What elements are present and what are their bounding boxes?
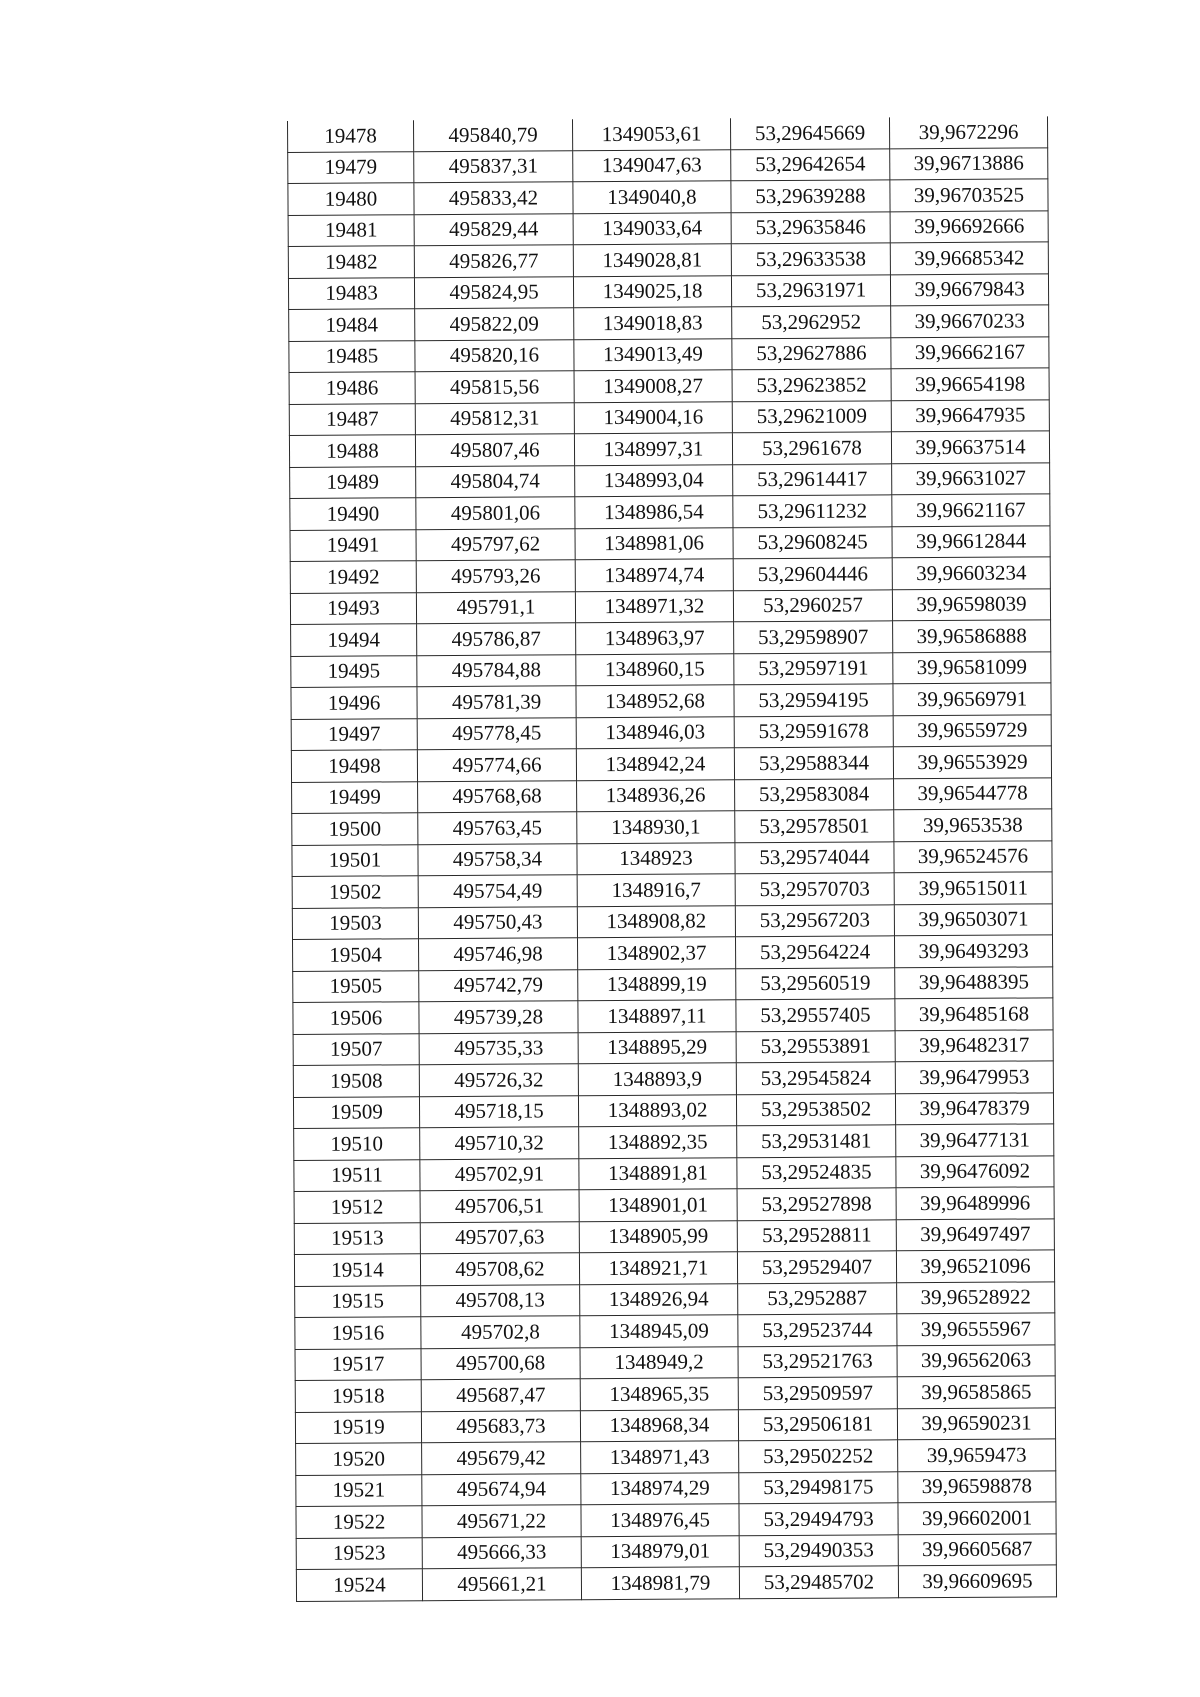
longitude-cell: 39,96621167: [892, 494, 1050, 526]
point-number-cell: 19481: [288, 214, 414, 246]
table-row: [291, 683, 1051, 719]
latitude-cell: 53,2952887: [738, 1282, 897, 1314]
latitude-cell: 53,2960257: [733, 589, 892, 621]
latitude-cell: 53,29529407: [737, 1251, 896, 1283]
point-number-cell: 19491: [290, 529, 416, 561]
point-number-cell: 19489: [290, 466, 416, 498]
latitude-cell: 53,29578501: [735, 810, 894, 842]
y-coordinate-cell: 1348971,43: [581, 1441, 739, 1473]
x-coordinate-cell: 495822,09: [415, 308, 574, 340]
y-coordinate-cell: 1349013,49: [574, 338, 732, 370]
x-coordinate-cell: 495700,68: [421, 1347, 580, 1379]
latitude-cell: 53,29621009: [732, 400, 891, 432]
longitude-cell: 39,96524576: [894, 840, 1052, 872]
y-coordinate-cell: 1348921,71: [579, 1252, 737, 1284]
x-coordinate-cell: 495739,28: [419, 1001, 578, 1033]
y-coordinate-cell: 1348960,15: [576, 653, 734, 685]
y-coordinate-cell: 1348892,35: [579, 1126, 737, 1158]
longitude-cell: 39,96679843: [890, 273, 1048, 305]
longitude-cell: 39,96479953: [895, 1061, 1053, 1093]
y-coordinate-cell: 1349047,63: [573, 149, 731, 181]
y-coordinate-cell: 1348942,24: [576, 748, 734, 780]
table-row: [292, 935, 1052, 971]
longitude-cell: 39,96637514: [891, 431, 1049, 463]
longitude-cell: 39,96586888: [893, 620, 1051, 652]
longitude-cell: 39,96605687: [898, 1533, 1056, 1565]
x-coordinate-cell: 495826,77: [414, 245, 573, 277]
x-coordinate-cell: 495793,26: [416, 560, 575, 592]
y-coordinate-cell: 1348965,35: [580, 1378, 738, 1410]
table-row: [289, 399, 1049, 435]
x-coordinate-cell: 495702,91: [420, 1158, 579, 1190]
point-number-cell: 19479: [288, 151, 414, 183]
table-row: [291, 620, 1051, 656]
x-coordinate-cell: 495768,68: [418, 780, 577, 812]
x-coordinate-cell: 495742,79: [419, 969, 578, 1001]
table-row: [296, 1470, 1056, 1506]
y-coordinate-cell: 1348893,02: [578, 1094, 736, 1126]
latitude-cell: 53,29627886: [732, 337, 891, 369]
table-row: [291, 714, 1051, 750]
latitude-cell: 53,29583084: [735, 778, 894, 810]
point-number-cell: 19508: [293, 1065, 419, 1097]
table-row: [292, 840, 1052, 876]
table-row: [290, 462, 1050, 498]
latitude-cell: 53,29639288: [731, 180, 890, 212]
point-number-cell: 19501: [292, 844, 418, 876]
table-row: [289, 431, 1049, 467]
point-number-cell: 19488: [289, 435, 415, 467]
point-number-cell: 19520: [296, 1443, 422, 1475]
longitude-cell: 39,96521096: [896, 1250, 1054, 1282]
table-row: [288, 116, 1048, 152]
latitude-cell: 53,29498175: [739, 1471, 898, 1503]
latitude-cell: 53,29509597: [738, 1377, 897, 1409]
table-row: [293, 966, 1053, 1002]
table-row: [295, 1281, 1055, 1317]
x-coordinate-cell: 495666,33: [422, 1536, 581, 1568]
table-row: [292, 809, 1052, 845]
latitude-cell: 53,29524835: [737, 1156, 896, 1188]
point-number-cell: 19497: [291, 718, 417, 750]
latitude-cell: 53,29502252: [739, 1440, 898, 1472]
y-coordinate-cell: 1348936,26: [577, 779, 735, 811]
table-row: [296, 1439, 1056, 1475]
point-number-cell: 19516: [295, 1317, 421, 1349]
table-row: [295, 1376, 1055, 1412]
x-coordinate-cell: 495801,06: [416, 497, 575, 529]
table-row: [290, 588, 1050, 624]
point-number-cell: 19483: [288, 277, 414, 309]
x-coordinate-cell: 495829,44: [414, 213, 573, 245]
y-coordinate-cell: 1348905,99: [579, 1220, 737, 1252]
point-number-cell: 19485: [289, 340, 415, 372]
table-row: [288, 179, 1048, 215]
y-coordinate-cell: 1349008,27: [574, 370, 732, 402]
y-coordinate-cell: 1348993,04: [575, 464, 733, 496]
longitude-cell: 39,96553929: [893, 746, 1051, 778]
x-coordinate-cell: 495683,73: [421, 1410, 580, 1442]
longitude-cell: 39,96647935: [891, 399, 1049, 431]
latitude-cell: 53,29506181: [738, 1408, 897, 1440]
point-number-cell: 19507: [293, 1033, 419, 1065]
point-number-cell: 19493: [290, 592, 416, 624]
table-row: [294, 1250, 1054, 1286]
latitude-cell: 53,29598907: [734, 621, 893, 653]
x-coordinate-cell: 495707,63: [420, 1221, 579, 1253]
latitude-cell: 53,29623852: [732, 369, 891, 401]
longitude-cell: 39,96662167: [891, 336, 1049, 368]
y-coordinate-cell: 1348981,79: [581, 1567, 739, 1599]
table-row: [289, 305, 1049, 341]
x-coordinate-cell: 495735,33: [419, 1032, 578, 1064]
y-coordinate-cell: 1349033,64: [573, 212, 731, 244]
latitude-cell: 53,29645669: [730, 117, 889, 149]
y-coordinate-cell: 1348902,37: [577, 937, 735, 969]
longitude-cell: 39,96555967: [897, 1313, 1055, 1345]
x-coordinate-cell: 495781,39: [417, 686, 576, 718]
table-row: [292, 777, 1052, 813]
longitude-cell: 39,96485168: [895, 998, 1053, 1030]
latitude-cell: 53,29531481: [737, 1125, 896, 1157]
latitude-cell: 53,2962952: [732, 306, 891, 338]
y-coordinate-cell: 1348979,01: [581, 1535, 739, 1567]
longitude-cell: 39,96598039: [892, 588, 1050, 620]
x-coordinate-cell: 495804,74: [416, 465, 575, 497]
y-coordinate-cell: 1349025,18: [573, 275, 731, 307]
y-coordinate-cell: 1348949,2: [580, 1346, 738, 1378]
point-number-cell: 19510: [294, 1128, 420, 1160]
longitude-cell: 39,9653538: [894, 809, 1052, 841]
table-row: [296, 1565, 1056, 1601]
latitude-cell: 53,29611232: [733, 495, 892, 527]
table-row: [294, 1187, 1054, 1223]
longitude-cell: 39,96590231: [897, 1407, 1055, 1439]
x-coordinate-cell: 495671,22: [422, 1505, 581, 1537]
y-coordinate-cell: 1348893,9: [578, 1063, 736, 1095]
y-coordinate-cell: 1348899,19: [578, 968, 736, 1000]
y-coordinate-cell: 1348916,7: [577, 874, 735, 906]
longitude-cell: 39,96569791: [893, 683, 1051, 715]
y-coordinate-cell: 1348981,06: [575, 527, 733, 559]
point-number-cell: 19495: [291, 655, 417, 687]
table-row: [293, 1061, 1053, 1097]
table-row: [296, 1502, 1056, 1538]
x-coordinate-cell: 495807,46: [415, 434, 574, 466]
y-coordinate-cell: 1348952,68: [576, 685, 734, 717]
x-coordinate-cell: 495763,45: [418, 812, 577, 844]
point-number-cell: 19478: [288, 120, 414, 152]
table-row: [293, 998, 1053, 1034]
point-number-cell: 19494: [291, 624, 417, 656]
latitude-cell: 53,29574044: [735, 841, 894, 873]
latitude-cell: 53,29557405: [736, 999, 895, 1031]
latitude-cell: 53,2961678: [732, 432, 891, 464]
y-coordinate-cell: 1349053,61: [572, 118, 730, 150]
latitude-cell: 53,29597191: [734, 652, 893, 684]
latitude-cell: 53,29494793: [739, 1503, 898, 1535]
longitude-cell: 39,96581099: [893, 651, 1051, 683]
x-coordinate-cell: 495837,31: [414, 150, 573, 182]
latitude-cell: 53,29608245: [733, 526, 892, 558]
table-row: [294, 1218, 1054, 1254]
longitude-cell: 39,96692666: [890, 210, 1048, 242]
y-coordinate-cell: 1348963,97: [576, 622, 734, 654]
point-number-cell: 19519: [295, 1411, 421, 1443]
table-row: [294, 1155, 1054, 1191]
latitude-cell: 53,29631971: [731, 274, 890, 306]
y-coordinate-cell: 1348923: [577, 842, 735, 874]
x-coordinate-cell: 495674,94: [422, 1473, 581, 1505]
table-row: [292, 903, 1052, 939]
y-coordinate-cell: 1348930,1: [577, 811, 735, 843]
x-coordinate-cell: 495824,95: [414, 276, 573, 308]
table-row: [290, 494, 1050, 530]
x-coordinate-cell: 495774,66: [417, 749, 576, 781]
point-number-cell: 19502: [292, 876, 418, 908]
latitude-cell: 53,29604446: [733, 558, 892, 590]
latitude-cell: 53,29564224: [735, 936, 894, 968]
table-row: [288, 147, 1048, 183]
longitude-cell: 39,96562063: [897, 1344, 1055, 1376]
x-coordinate-cell: 495791,1: [416, 591, 575, 623]
table-row: [293, 1092, 1053, 1128]
y-coordinate-cell: 1348926,94: [580, 1283, 738, 1315]
latitude-cell: 53,29635846: [731, 211, 890, 243]
table-row: [288, 242, 1048, 278]
latitude-cell: 53,29545824: [736, 1062, 895, 1094]
longitude-cell: 39,96477131: [896, 1124, 1054, 1156]
point-number-cell: 19517: [295, 1348, 421, 1380]
x-coordinate-cell: 495778,45: [417, 717, 576, 749]
longitude-cell: 39,96544778: [894, 777, 1052, 809]
longitude-cell: 39,96488395: [895, 966, 1053, 998]
point-number-cell: 19504: [292, 939, 418, 971]
point-number-cell: 19496: [291, 687, 417, 719]
x-coordinate-cell: 495786,87: [417, 623, 576, 655]
y-coordinate-cell: 1348986,54: [575, 496, 733, 528]
table-row: [290, 525, 1050, 561]
point-number-cell: 19512: [294, 1191, 420, 1223]
longitude-cell: 39,96528922: [897, 1281, 1055, 1313]
longitude-cell: 39,96598878: [898, 1470, 1056, 1502]
longitude-cell: 39,96602001: [898, 1502, 1056, 1534]
point-number-cell: 19498: [291, 750, 417, 782]
point-number-cell: 19513: [294, 1222, 420, 1254]
y-coordinate-cell: 1348901,01: [579, 1189, 737, 1221]
point-number-cell: 19499: [292, 781, 418, 813]
point-number-cell: 19505: [293, 970, 419, 1002]
latitude-cell: 53,29523744: [738, 1314, 897, 1346]
point-number-cell: 19514: [294, 1254, 420, 1286]
latitude-cell: 53,29538502: [736, 1093, 895, 1125]
longitude-cell: 39,9672296: [889, 116, 1047, 148]
y-coordinate-cell: 1349004,16: [574, 401, 732, 433]
x-coordinate-cell: 495710,32: [420, 1127, 579, 1159]
table-row: [291, 651, 1051, 687]
point-number-cell: 19486: [289, 372, 415, 404]
longitude-cell: 39,96482317: [895, 1029, 1053, 1061]
longitude-cell: 39,96503071: [894, 903, 1052, 935]
coordinates-table: [287, 116, 1057, 1601]
longitude-cell: 39,96609695: [898, 1565, 1056, 1597]
latitude-cell: 53,29553891: [736, 1030, 895, 1062]
x-coordinate-cell: 495706,51: [420, 1190, 579, 1222]
longitude-cell: 39,96493293: [894, 935, 1052, 967]
point-number-cell: 19487: [289, 403, 415, 435]
latitude-cell: 53,29527898: [737, 1188, 896, 1220]
latitude-cell: 53,29591678: [734, 715, 893, 747]
latitude-cell: 53,29521763: [738, 1345, 897, 1377]
latitude-cell: 53,29485702: [739, 1566, 898, 1598]
point-number-cell: 19511: [294, 1159, 420, 1191]
latitude-cell: 53,29594195: [734, 684, 893, 716]
longitude-cell: 39,96612844: [892, 525, 1050, 557]
x-coordinate-cell: 495840,79: [413, 119, 572, 151]
x-coordinate-cell: 495750,43: [418, 906, 577, 938]
x-coordinate-cell: 495702,8: [421, 1316, 580, 1348]
x-coordinate-cell: 495812,31: [415, 402, 574, 434]
y-coordinate-cell: 1348971,32: [575, 590, 733, 622]
latitude-cell: 53,29567203: [735, 904, 894, 936]
longitude-cell: 39,96670233: [891, 305, 1049, 337]
y-coordinate-cell: 1349028,81: [573, 244, 731, 276]
y-coordinate-cell: 1349040,8: [573, 181, 731, 213]
point-number-cell: 19490: [290, 498, 416, 530]
longitude-cell: 39,96476092: [896, 1155, 1054, 1187]
latitude-cell: 53,29490353: [739, 1534, 898, 1566]
point-number-cell: 19518: [295, 1380, 421, 1412]
longitude-cell: 39,96489996: [896, 1187, 1054, 1219]
longitude-cell: 39,96631027: [892, 462, 1050, 494]
table-row: [295, 1344, 1055, 1380]
longitude-cell: 39,96585865: [897, 1376, 1055, 1408]
table-row: [292, 872, 1052, 908]
latitude-cell: 53,29633538: [731, 243, 890, 275]
longitude-cell: 39,96713886: [890, 147, 1048, 179]
latitude-cell: 53,29570703: [735, 873, 894, 905]
y-coordinate-cell: 1348997,31: [574, 433, 732, 465]
x-coordinate-cell: 495815,56: [415, 371, 574, 403]
longitude-cell: 39,9659473: [898, 1439, 1056, 1471]
latitude-cell: 53,29560519: [736, 967, 895, 999]
x-coordinate-cell: 495718,15: [419, 1095, 578, 1127]
x-coordinate-cell: 495726,32: [419, 1064, 578, 1096]
table-row: [295, 1407, 1055, 1443]
table-row: [294, 1124, 1054, 1160]
point-number-cell: 19506: [293, 1002, 419, 1034]
table-body: [288, 116, 1057, 1601]
table-row: [288, 210, 1048, 246]
latitude-cell: 53,29614417: [733, 463, 892, 495]
table-row: [289, 368, 1049, 404]
table-row: [288, 273, 1048, 309]
x-coordinate-cell: 495754,49: [418, 875, 577, 907]
point-number-cell: 19492: [290, 561, 416, 593]
y-coordinate-cell: 1349018,83: [574, 307, 732, 339]
point-number-cell: 19521: [296, 1474, 422, 1506]
x-coordinate-cell: 495833,42: [414, 182, 573, 214]
y-coordinate-cell: 1348974,29: [581, 1472, 739, 1504]
y-coordinate-cell: 1348897,11: [578, 1000, 736, 1032]
table-row: [290, 557, 1050, 593]
longitude-cell: 39,96654198: [891, 368, 1049, 400]
x-coordinate-cell: 495679,42: [422, 1442, 581, 1474]
point-number-cell: 19500: [292, 813, 418, 845]
y-coordinate-cell: 1348946,03: [576, 716, 734, 748]
table-row: [296, 1533, 1056, 1569]
y-coordinate-cell: 1348908,82: [577, 905, 735, 937]
y-coordinate-cell: 1348976,45: [581, 1504, 739, 1536]
table-row: [291, 746, 1051, 782]
latitude-cell: 53,29528811: [737, 1219, 896, 1251]
latitude-cell: 53,29642654: [731, 148, 890, 180]
point-number-cell: 19484: [289, 309, 415, 341]
point-number-cell: 19524: [296, 1569, 422, 1601]
point-number-cell: 19522: [296, 1506, 422, 1538]
x-coordinate-cell: 495820,16: [415, 339, 574, 371]
latitude-cell: 53,29588344: [734, 747, 893, 779]
table-row: [293, 1029, 1053, 1065]
point-number-cell: 19503: [292, 907, 418, 939]
x-coordinate-cell: 495708,13: [421, 1284, 580, 1316]
longitude-cell: 39,96515011: [894, 872, 1052, 904]
longitude-cell: 39,96478379: [895, 1092, 1053, 1124]
y-coordinate-cell: 1348895,29: [578, 1031, 736, 1063]
x-coordinate-cell: 495687,47: [421, 1379, 580, 1411]
longitude-cell: 39,96603234: [892, 557, 1050, 589]
x-coordinate-cell: 495661,21: [422, 1568, 581, 1600]
y-coordinate-cell: 1348891,81: [579, 1157, 737, 1189]
table-row: [289, 336, 1049, 372]
longitude-cell: 39,96685342: [890, 242, 1048, 274]
point-number-cell: 19509: [293, 1096, 419, 1128]
x-coordinate-cell: 495758,34: [418, 843, 577, 875]
table-row: [295, 1313, 1055, 1349]
y-coordinate-cell: 1348974,74: [575, 559, 733, 591]
y-coordinate-cell: 1348968,34: [580, 1409, 738, 1441]
x-coordinate-cell: 495784,88: [417, 654, 576, 686]
y-coordinate-cell: 1348945,09: [580, 1315, 738, 1347]
longitude-cell: 39,96559729: [893, 714, 1051, 746]
point-number-cell: 19515: [295, 1285, 421, 1317]
longitude-cell: 39,96703525: [890, 179, 1048, 211]
x-coordinate-cell: 495797,62: [416, 528, 575, 560]
point-number-cell: 19482: [288, 246, 414, 278]
longitude-cell: 39,96497497: [896, 1218, 1054, 1250]
x-coordinate-cell: 495746,98: [418, 938, 577, 970]
point-number-cell: 19523: [296, 1537, 422, 1569]
point-number-cell: 19480: [288, 183, 414, 215]
x-coordinate-cell: 495708,62: [420, 1253, 579, 1285]
